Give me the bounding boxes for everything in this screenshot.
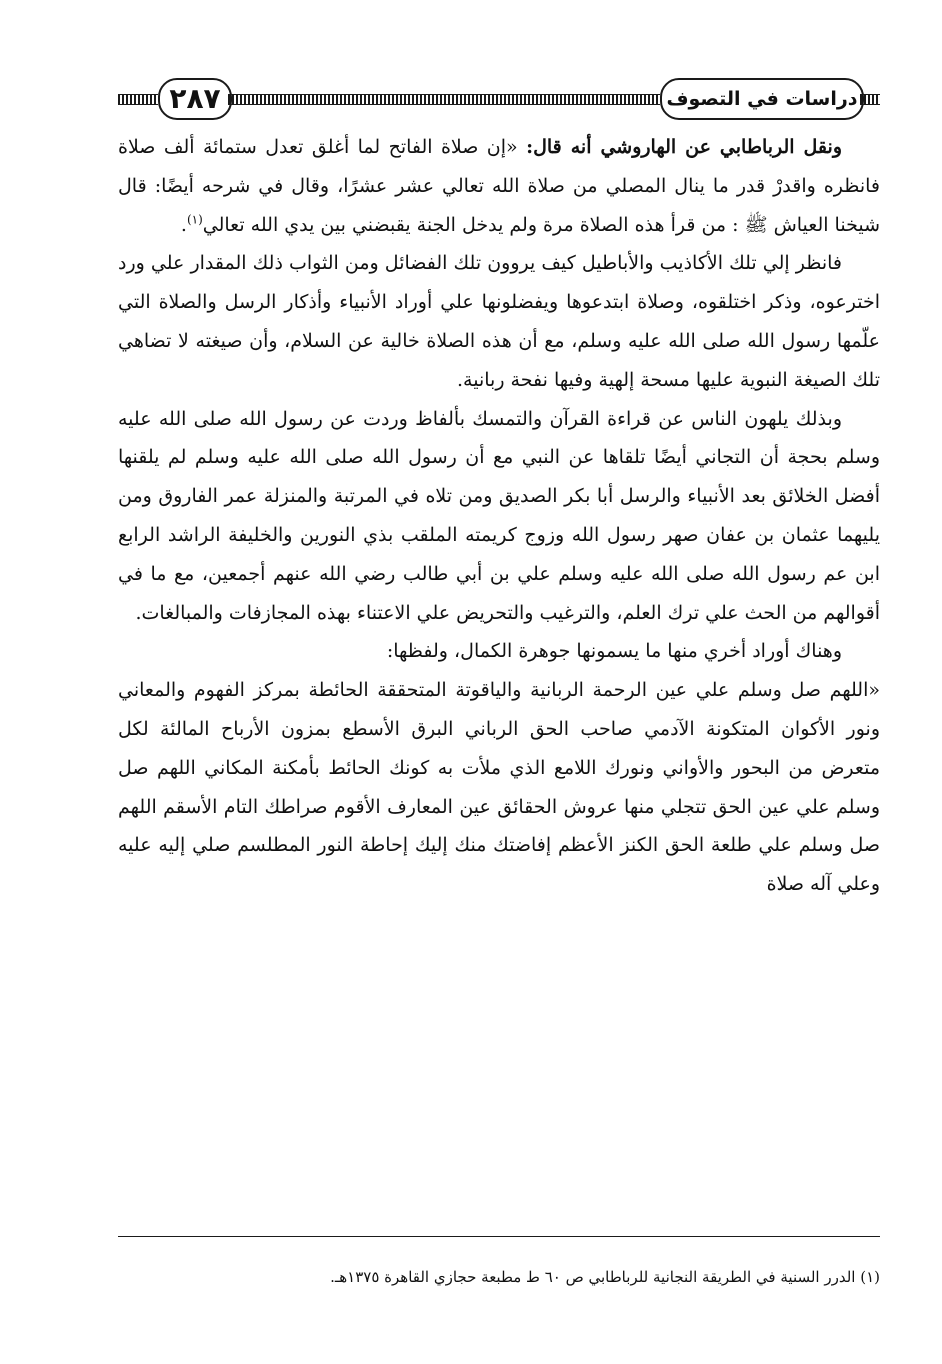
footnote-reference[interactable]: (١) xyxy=(186,212,203,227)
running-header xyxy=(118,70,880,126)
book-title: دراسات في التصوف xyxy=(660,78,864,120)
body-text xyxy=(118,128,880,904)
paragraph-lead: ونقل الرباطابي عن الهاروشي أنه قال: xyxy=(526,136,842,158)
header-ornament-rule xyxy=(118,94,158,105)
paragraph-text: «إن صلاة الفاتح لما أغلق تعدل ستمائة ألف صلاة فانظره واقدرْ قدر ما ينال المصلي من صلاة الله تعالي عشر عشرًا، وقال في شرحه أيضًا: قال شيخنا العياش ﷺ : من قرأ هذه الصلاة مرة ولم يدخل الجنة يقبضني بين يدي الله تعالي xyxy=(118,136,880,236)
paragraph-tail: . xyxy=(180,213,187,236)
paragraph: وبذلك يلهون الناس عن قراءة القرآن والتمسك بألفاظ وردت عن رسول الله صلى الله عليه وسلم بحجة أن التجاني أيضًا تلقاها عن النبي مع أن رسول الله صلى الله عليه وسلم لم يلقنها أفضل الخلائق بعد الأنبياء والرسل أبا بكر الصديق ومن تلاه في المرتبة والمنزلة عمر الفاروق ومن يليهما عثمان بن عفان صهر رسول الله وزوج كريمته الملقب بذي النورين والخليفة الراشد الرابع ابن عم رسول الله صلى الله عليه وسلم علي بن أبي طالب رضي الله عنهم أجمعين، مع ما في أقوالهم من الحث علي ترك العلم، والترغيب والتحريض علي الاعتناء بهذه المجازفات والمبالغات. xyxy=(118,407,880,624)
footnote: (١) الدرر السنية في الطريقة النجانية للرباطابي ص ٦٠ ط مطبعة حجازي القاهرة ١٣٧٥هـ. xyxy=(330,1268,880,1286)
header-ornament-rule xyxy=(228,94,660,105)
paragraph-quote: «اللهم صل وسلم علي عين الرحمة الربانية والياقوتة المتحققة الحائطة بمركز الفهوم والمعاني ونور الأكوان المتكونة الآدمي صاحب الحق الرباني البرق الأسطع بمزون الأرباح المالئة لكل متعرض من البحور والأواني ونورك اللامع الذي ملأت به كونك الحائط بأمكنة المكاني اللهم صل وسلم علي عين الحق تتجلي منها عروش الحقائق عين المعارف الأقوم صراطك التام الأسقم اللهم صل وسلم علي طلعة الحق الكنز الأعظم إفاضتك منك إليك إحاطة النور المطلسم صلي إليه عليه وعلي آله صلاة xyxy=(118,679,880,896)
page-number: ٢٨٧ xyxy=(158,78,232,120)
footnote-divider xyxy=(118,1236,880,1237)
header-ornament-rule xyxy=(860,94,880,105)
paragraph: وهناك أوراد أخري منها ما يسمونها جوهرة الكمال، ولفظها: xyxy=(386,640,842,663)
paragraph xyxy=(118,128,880,244)
paragraph: فانظر إلي تلك الأكاذيب والأباطيل كيف يروون تلك الفضائل ومن الثواب ذلك المقدار علي ورد اخترعوه، وذكر اختلقوه، وصلاة ابتدعوها ويفضلونها علي أوراد الأنبياء وأذكار الرسل والصلاة التي علّمها رسول الله صلى الله عليه وسلم، مع أن هذه الصلاة خالية عن السلام، وأن صيغته لا تضاهي تلك الصيغة النبوية عليها مسحة إلهية وفيها نفحة ربانية. xyxy=(118,252,880,391)
